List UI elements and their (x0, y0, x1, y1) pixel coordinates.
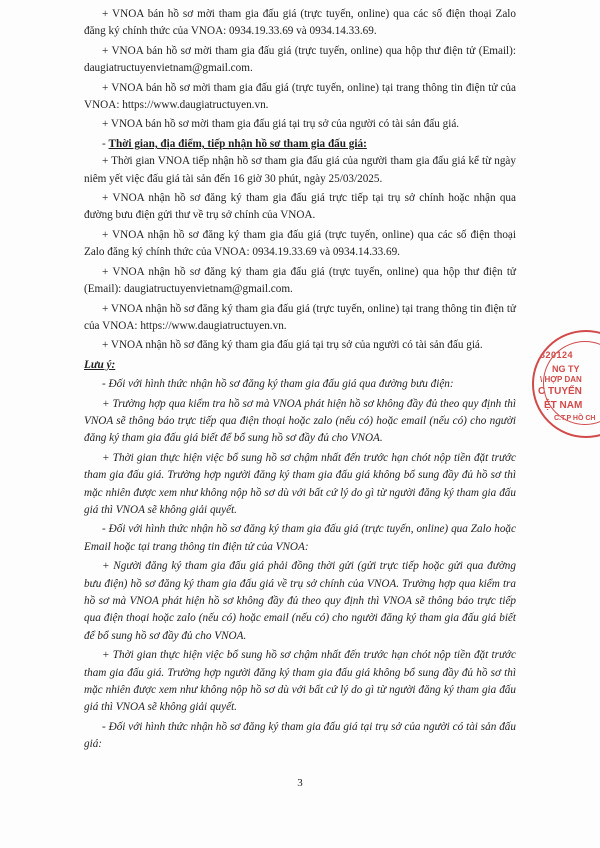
seal-text-line2: NG TY (552, 364, 580, 374)
note-online-heading: - Đối với hình thức nhận hồ sơ đăng ký tham gia đấu giá (trực tuyến, online) qua Zalo hoặc Email hoặc tại trang thông tin điện tử của VNOA: (84, 523, 516, 553)
note-post-deadline: + Thời gian thực hiện việc bổ sung hồ sơ chậm nhất đến trước hạn chót nộp tiền đặt trước tham gia đấu giá. Trường hợp người đăng ký tham gia đấu giá không bổ sung đầy đủ hồ sơ thì mặc nhiên được xem như không nộp hồ sơ dù với bất cứ lý do gì từ người đăng ký tham gia đấu giá thì VNOA sẽ không giải quyết. (84, 451, 516, 516)
seal-text-line4: C TUYẾN (538, 386, 582, 397)
seal-text-line6: C.T.P HỒ CH (554, 415, 596, 422)
note-online-deadline: + Thời gian thực hiện việc bổ sung hồ sơ chậm nhất đến trước hạn chót nộp tiền đặt trước tham gia đấu giá. Trường hợp người đăng ký tham gia đấu giá không bổ sung đầy đủ hồ sơ thì mặc nhiên được xem như không nộp hồ sơ dù với bất cứ lý do gì từ người đăng ký tham gia đấu giá thì VNOA sẽ không giải quyết. (84, 649, 516, 714)
heading-prefix: - (102, 137, 109, 150)
note-post-check: + Trường hợp qua kiểm tra hồ sơ mà VNOA phát hiện hồ sơ không đầy đủ theo quy định thì VNOA sẽ thông báo trực tiếp qua điện thoại hoặc zalo (nếu có) hoặc email (nếu có) cho người đăng ký tham gia đấu giá biết để bổ sung hồ sơ đầy đủ cho VNOA. (84, 397, 516, 445)
heading-text: Thời gian, địa điểm, tiếp nhận hồ sơ tham gia đấu giá (108, 137, 364, 150)
paragraph-reception-website: + VNOA nhận hồ sơ đăng ký tham gia đấu giá (trực tuyến, online) tại trang thông tin điện tử của VNOA: https://www.daugiatructuyen.vn. (84, 302, 516, 332)
paragraph-sell-website: + VNOA bán hồ sơ mời tham gia đấu giá (trực tuyến, online) tại trang thông tin điện tử của VNOA: https://www.daugiatructuyen.vn. (84, 81, 516, 112)
note-post-heading: - Đối với hình thức nhận hồ sơ đăng ký tham gia đấu giá qua đường bưu điện: (102, 378, 454, 391)
paragraph-sell-zalo: + VNOA bán hồ sơ mời tham gia đấu giá (trực tuyến, online) qua các số điện thoại Zalo đăng ký chính thức của VNOA: 0934.19.33.69 và 0934.14.33.69. (84, 8, 516, 38)
paragraph-sell-office: + VNOA bán hồ sơ mời tham gia đấu giá tại trụ sở của người có tài sản đấu giá. (102, 118, 460, 131)
seal-text-line3: \ HỢP DAN (540, 375, 582, 384)
paragraph-reception-email: + VNOA nhận hồ sơ đăng ký tham gia đấu giá (trực tuyến, online) qua hộp thư điện tử (Email): daugiatructuyenvietnam@gmail.com. (84, 265, 516, 296)
paragraph-reception-time: + Thời gian VNOA tiếp nhận hồ sơ tham gia đấu giá của người tham gia đấu giá kể từ ngày niêm yết việc đấu giá tài sản đến 16 giờ 30 phút, ngày 25/03/2025. (84, 155, 516, 185)
document-body (84, 6, 516, 756)
seal-text-line5: ỆT NAM (544, 400, 583, 411)
note-owner-office-heading: - Đối với hình thức nhận hồ sơ đăng ký tham gia đấu giá tại trụ sở của người có tài sản đấu giá: (84, 720, 516, 751)
note-title: Lưu ý (84, 358, 112, 371)
note-title-suffix: : (111, 358, 116, 371)
paragraph-reception-owner-office: + VNOA nhận hồ sơ đăng ký tham gia đấu giá tại trụ sở của người có tài sản đấu giá. (102, 339, 483, 352)
note-title-line (84, 357, 516, 374)
paragraph-reception-office: + VNOA nhận hồ sơ đăng ký tham gia đấu giá trực tiếp tại trụ sở chính hoặc nhận qua đường bưu điện gửi thư về trụ sở chính của VNOA. (84, 192, 516, 222)
paragraph-sell-email: + VNOA bán hồ sơ mời tham gia đấu giá (trực tuyến, online) qua hộp thư điện tử (Email): daugiatructuyenvietnam@gmail.com. (84, 44, 516, 75)
paragraph-reception-zalo: + VNOA nhận hồ sơ đăng ký tham gia đấu giá (trực tuyến, online) qua các số điện thoại Zalo đăng ký chính thức của VNOA: 0934.19.33.69 và 0934.14.33.69. (84, 228, 516, 259)
section-heading-reception (84, 136, 516, 153)
seal-text-code: 320124 (540, 350, 574, 360)
note-online-submit: + Người đăng ký tham gia đấu giá phải đồng thời gửi (gửi trực tiếp hoặc gửi qua đường bưu điện) hồ sơ đăng ký tham gia đấu giá về trụ sở chính của VNOA. Trường hợp qua kiểm tra hồ sơ mà VNOA phát hiện hồ sơ không đầy đủ theo quy định thì VNOA sẽ thông báo trực tiếp qua điện thoại hoặc zalo (nếu có) hoặc email (nếu có) cho người đăng ký tham gia đấu giá biết để bổ sung hồ sơ đầy đủ cho VNOA. (84, 560, 516, 642)
heading-suffix: : (363, 137, 367, 150)
company-seal (532, 330, 600, 438)
page-number: 3 (297, 777, 303, 789)
